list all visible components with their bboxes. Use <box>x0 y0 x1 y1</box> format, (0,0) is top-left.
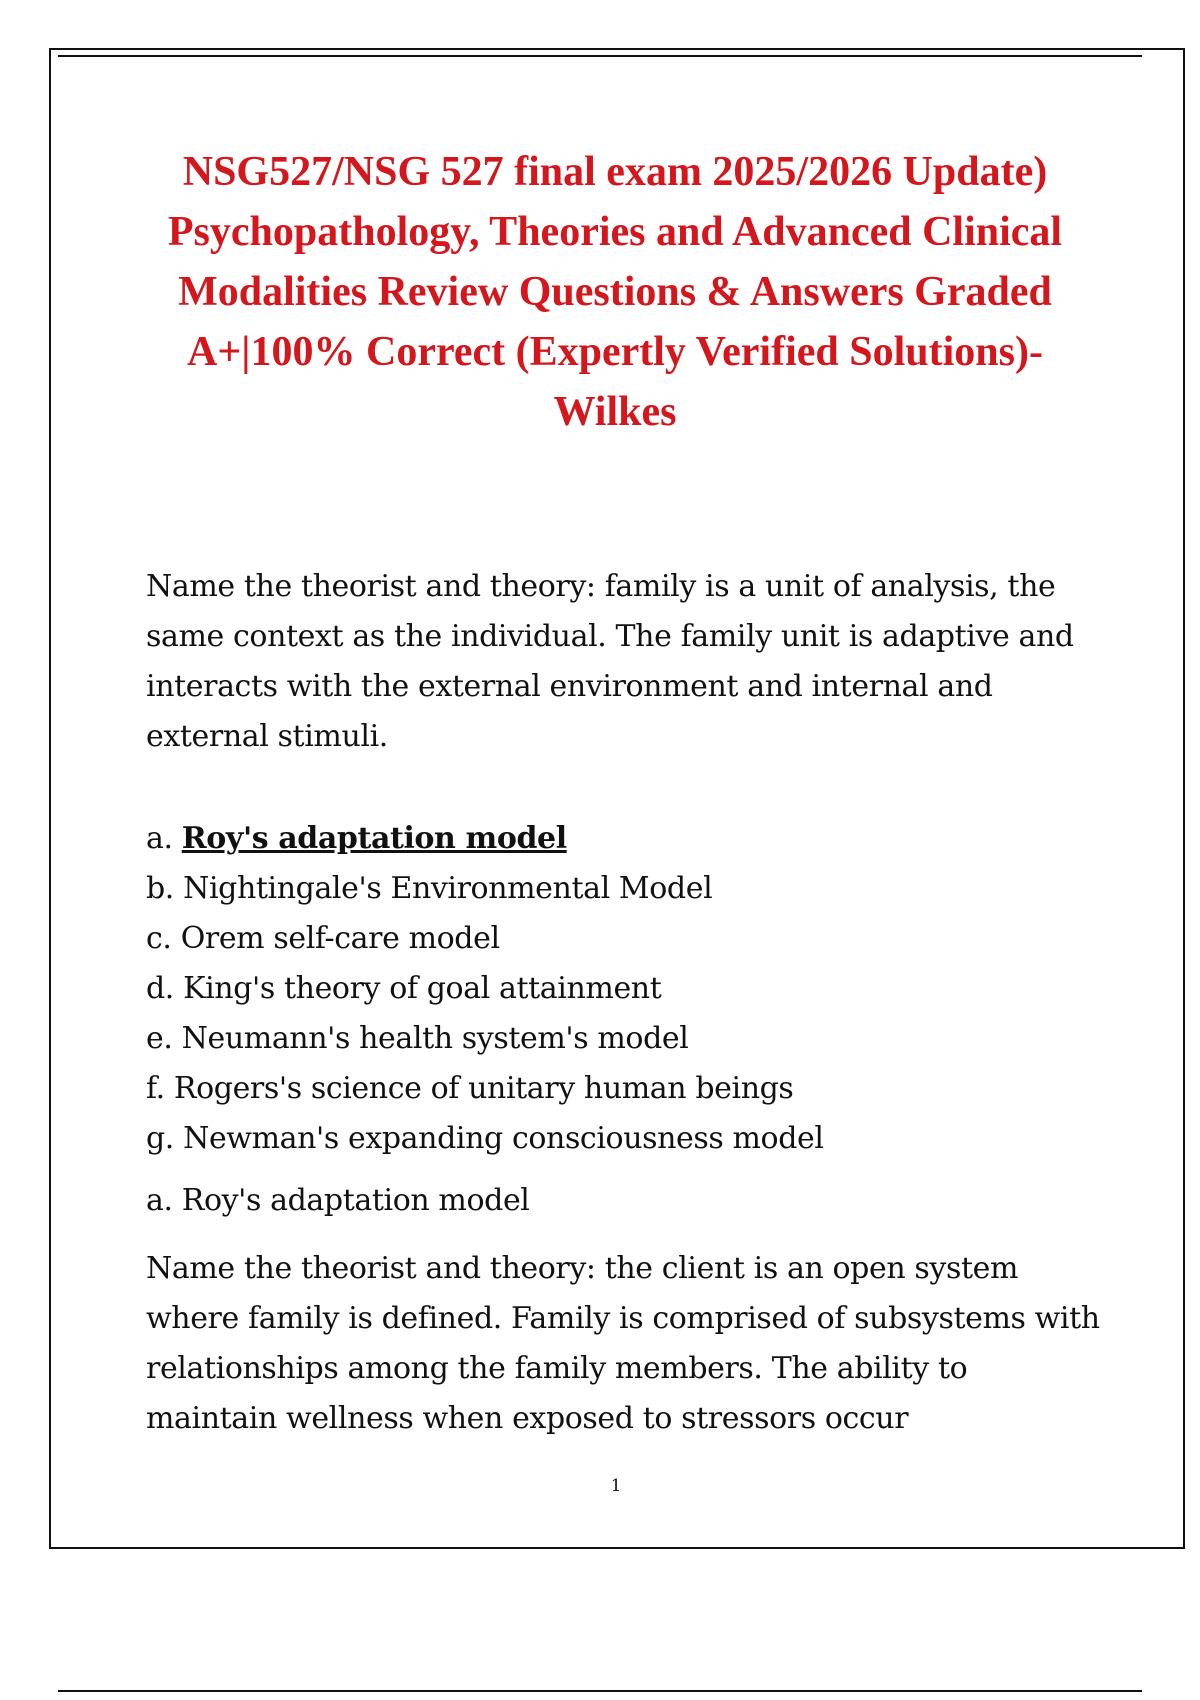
option-text: Newman's expanding consciousness model <box>183 1121 824 1156</box>
question-2-text: Name the theorist and theory: the client is an open system where family is defined. Family is comprised of subsystems with relationships among the family members. The ability to maintain wellness when exposed to stressors occur <box>146 1251 1100 1436</box>
option-b <box>146 864 1106 914</box>
option-letter: d. <box>146 971 174 1006</box>
option-g <box>146 1114 1106 1164</box>
option-letter: f. <box>146 1071 165 1106</box>
option-d <box>146 964 1106 1014</box>
option-text: Neumann's health system's model <box>181 1021 689 1056</box>
question-1-answer: a. Roy's adaptation model <box>146 1183 530 1218</box>
option-a <box>146 814 1106 864</box>
option-e <box>146 1014 1106 1064</box>
option-letter: g. <box>146 1121 174 1156</box>
option-letter: a. <box>146 821 173 856</box>
option-text: Orem self-care model <box>180 921 500 956</box>
option-text: Rogers's science of unitary human beings <box>173 1071 794 1106</box>
option-c <box>146 914 1106 964</box>
option-text: King's theory of goal attainment <box>183 971 662 1006</box>
bottom-rule <box>58 1690 1142 1692</box>
top-rule <box>58 55 1142 57</box>
question-1-text: Name the theorist and theory: family is a unit of analysis, the same context as the individual. The family unit is adaptive and interacts with the external environment and internal and external stimuli. <box>146 569 1074 754</box>
option-f <box>146 1064 1106 1114</box>
option-text: Nightingale's Environmental Model <box>183 871 713 906</box>
document-title: NSG527/NSG 527 final exam 2025/2026 Update) Psychopathology, Theories and Advanced Clinical Modalities Review Questions & Answers Graded A+|100% Correct (Expertly Verified Solutions)- Wilkes <box>167 149 1063 435</box>
option-letter: c. <box>146 921 172 956</box>
option-text-correct: Roy's adaptation model <box>181 821 567 856</box>
question-1-options <box>146 814 1106 1164</box>
option-letter: e. <box>146 1021 173 1056</box>
page-number: 1 <box>610 1476 622 1496</box>
option-letter: b. <box>146 871 174 906</box>
